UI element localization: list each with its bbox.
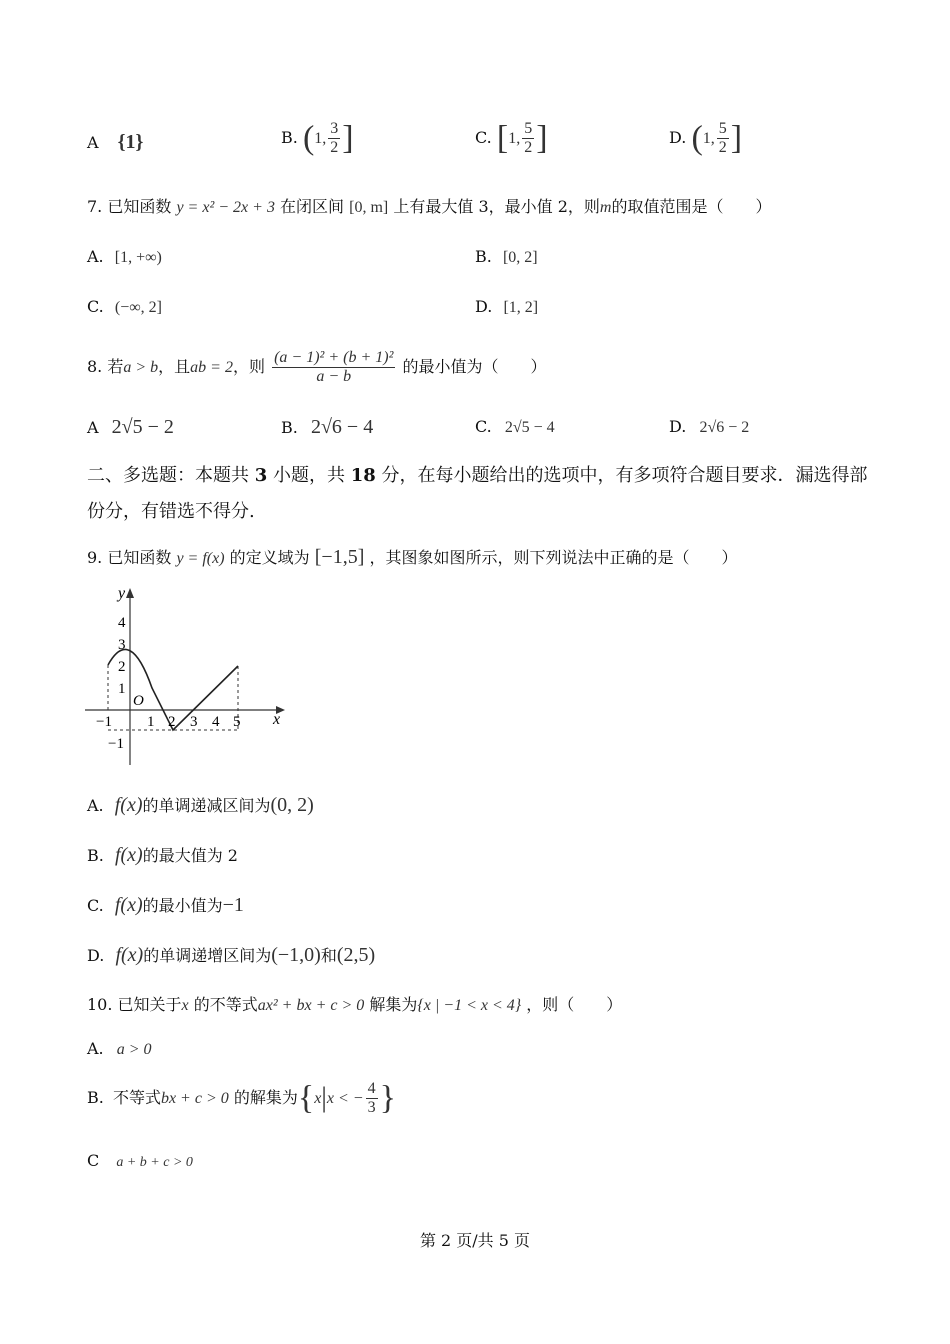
right-bracket: ] — [730, 119, 743, 157]
q8-option-d[interactable] — [669, 416, 749, 439]
numerator: 3 — [330, 120, 339, 137]
q10-stem — [87, 994, 622, 1017]
option-math: (−1,0) — [271, 944, 321, 966]
option-math: [1, +∞) — [114, 249, 162, 266]
option-letter: A. — [87, 1039, 104, 1058]
q9-function: y = f(x) — [176, 550, 225, 567]
q7-variable: m — [599, 199, 612, 216]
x-tick: 4 — [212, 714, 220, 730]
left-paren: ( — [302, 119, 315, 157]
option-math: (0, 2) — [270, 794, 314, 816]
x-tick: −1 — [96, 714, 112, 730]
q8-condition: ab = 2 — [190, 359, 233, 376]
option-math: 2√6 − 4 — [310, 416, 374, 438]
q9-prefix: 9. 已知函数 — [87, 548, 172, 567]
q10-text: 解集为 — [369, 995, 418, 1014]
q7-function: y = x² − 2x + 3 — [176, 199, 275, 216]
left-paren: ( — [691, 119, 703, 157]
q6-option-b[interactable] — [281, 120, 354, 157]
q8-fraction — [272, 349, 395, 386]
set-divider: | — [321, 1082, 327, 1114]
right-bracket: ] — [342, 119, 354, 157]
x-tick: 2 — [168, 714, 176, 730]
section-text: 分，在每小题给出的选项中，有多项符合题目要求．漏选得部份分，有错选不得分. — [87, 465, 868, 522]
origin-label: O — [133, 693, 144, 709]
q6-option-d[interactable] — [669, 120, 742, 157]
fraction — [328, 120, 340, 157]
option-letter: C. — [87, 297, 104, 316]
option-math-lead: 1, — [702, 130, 715, 147]
section-text: 小题，共 — [267, 465, 351, 486]
numerator: 5 — [718, 120, 727, 137]
q6-option-c[interactable] — [475, 120, 548, 157]
option-math: 2√6 − 2 — [699, 419, 750, 436]
numerator: 5 — [524, 120, 533, 137]
option-math: (2,5) — [336, 944, 376, 966]
q10-option-b[interactable] — [87, 1080, 396, 1117]
option-letter: B. — [281, 418, 298, 437]
option-math: bx + c > 0 — [160, 1090, 229, 1107]
option-math: (−∞, 2] — [114, 299, 162, 316]
option-letter: D. — [87, 946, 105, 965]
option-letter: D. — [669, 417, 687, 436]
option-math: f(x) — [115, 944, 144, 966]
q9-stem — [87, 546, 737, 570]
option-text: 的单调递增区间为 — [143, 946, 272, 965]
q7-prefix: 7. 已知函数 — [87, 197, 172, 216]
option-letter: B. — [281, 128, 298, 147]
option-math: [0, 2] — [502, 249, 538, 266]
y-axis-arrow-icon — [126, 588, 134, 598]
option-letter: B. — [475, 247, 492, 266]
option-text: 的单调递减区间为 — [142, 796, 271, 815]
denominator: 2 — [718, 139, 727, 156]
q10-prefix: 10. 已知关于 — [87, 995, 182, 1014]
option-math: −1 — [222, 894, 244, 916]
right-bracket: ] — [536, 119, 548, 157]
q10-text: 的不等式 — [193, 995, 258, 1014]
denominator: 2 — [524, 139, 533, 156]
q10-option-a[interactable] — [87, 1038, 152, 1061]
q10-inequality: ax² + bx + c > 0 — [257, 997, 365, 1014]
q9-option-c[interactable] — [87, 894, 244, 917]
section-heading — [87, 458, 877, 530]
y-tick: 3 — [118, 637, 126, 653]
y-tick: −1 — [108, 736, 124, 752]
option-letter: A. — [87, 247, 104, 266]
numerator: 4 — [367, 1080, 376, 1097]
section-text: 二、多选题：本题共 — [87, 465, 255, 486]
q7-option-d[interactable] — [475, 296, 538, 319]
option-letter: D. — [475, 297, 493, 316]
option-math: f(x) — [114, 894, 143, 916]
option-math: x < − — [326, 1090, 364, 1107]
x-tick: 1 — [147, 714, 155, 730]
option-math: 2√5 − 2 — [111, 416, 174, 438]
fraction — [717, 120, 729, 157]
q9-option-a[interactable] — [87, 794, 314, 817]
fraction — [522, 120, 534, 157]
q10-option-c[interactable] — [87, 1150, 193, 1174]
fraction — [366, 1080, 378, 1117]
option-math: x — [314, 1090, 322, 1107]
q9-option-d[interactable] — [87, 944, 375, 967]
option-math: a > 0 — [116, 1041, 152, 1058]
option-letter: A — [87, 133, 99, 152]
option-math: f(x) — [114, 794, 143, 816]
option-letter: D. — [669, 128, 687, 147]
q9-text: ，其图象如图所示，则下列说法中正确的是（ ） — [369, 548, 738, 567]
y-label: y — [118, 585, 126, 602]
option-text: 和 — [320, 946, 337, 965]
option-math: [1, 2] — [503, 299, 539, 316]
option-math-lead: 1, — [508, 130, 521, 147]
option-text: 不等式 — [112, 1088, 161, 1107]
option-math: a + b + c > 0 — [116, 1155, 193, 1170]
q10-text: ，则（ ） — [526, 995, 623, 1014]
option-math: f(x) — [114, 844, 143, 866]
q8-stem — [87, 347, 546, 388]
option-text: 的解集为 — [233, 1088, 298, 1107]
q10-set: {x | −1 < x < 4} — [417, 997, 522, 1014]
x-label: x — [273, 711, 281, 728]
option-math: {1} — [117, 131, 144, 153]
numerator: (a − 1)² + (b + 1)² — [274, 349, 394, 366]
y-tick: 2 — [118, 659, 126, 675]
q8-option-c[interactable] — [475, 416, 555, 439]
q7-text: 在闭区间 — [280, 197, 345, 216]
q7-stem — [87, 196, 771, 219]
option-letter: B. — [87, 846, 104, 865]
y-tick: 4 — [118, 615, 126, 631]
q7-text: 的取值范围是（ ） — [611, 197, 772, 216]
option-text: 的最小值为 — [142, 896, 223, 915]
right-brace: } — [379, 1079, 396, 1117]
option-letter: A — [87, 418, 99, 437]
option-letter: C. — [475, 128, 492, 147]
q7-interval: [0, m] — [349, 199, 389, 216]
option-letter: C. — [87, 896, 104, 915]
option-text: 的最大值为 2 — [142, 846, 238, 865]
q9-text: 的定义域为 — [229, 548, 310, 567]
q8-option-b[interactable] — [281, 416, 373, 439]
q8-prefix: 8. 若 — [87, 357, 124, 376]
denominator: a − b — [316, 368, 352, 385]
q10-variable: x — [181, 997, 189, 1014]
q8-text: ，则 — [232, 357, 265, 376]
denominator: 2 — [330, 139, 339, 156]
q7-option-c[interactable] — [87, 296, 162, 319]
left-bracket: [ — [496, 119, 509, 157]
section-count: 3 — [254, 465, 268, 486]
x-tick: 5 — [233, 714, 241, 730]
section-score: 18 — [350, 465, 376, 486]
option-letter: C. — [475, 417, 492, 436]
option-math-lead: 1, — [314, 130, 327, 147]
q8-option-a[interactable] — [87, 416, 174, 439]
page-footer: 第 2 页/共 5 页 — [419, 1231, 531, 1250]
option-letter: A. — [87, 796, 104, 815]
q8-condition: a > b — [123, 359, 159, 376]
denominator: 3 — [367, 1099, 376, 1116]
q7-option-a[interactable] — [87, 246, 162, 269]
q8-text: ，且 — [158, 357, 191, 376]
q8-text: 的最小值为（ ） — [402, 357, 547, 376]
q7-text: 上有最大值 3，最小值 2，则 — [393, 197, 600, 216]
q9-domain: [−1,5] — [314, 546, 365, 568]
left-brace: { — [297, 1079, 315, 1117]
option-letter: B. — [87, 1088, 104, 1107]
y-tick: 1 — [118, 681, 126, 697]
x-tick: 3 — [190, 714, 198, 730]
q6-option-a[interactable] — [87, 131, 143, 154]
q9-graph — [80, 580, 300, 770]
option-letter: C — [87, 1151, 100, 1170]
option-math: 2√5 − 4 — [504, 419, 555, 436]
q9-option-b[interactable] — [87, 844, 238, 867]
q7-option-b[interactable] — [475, 246, 538, 269]
